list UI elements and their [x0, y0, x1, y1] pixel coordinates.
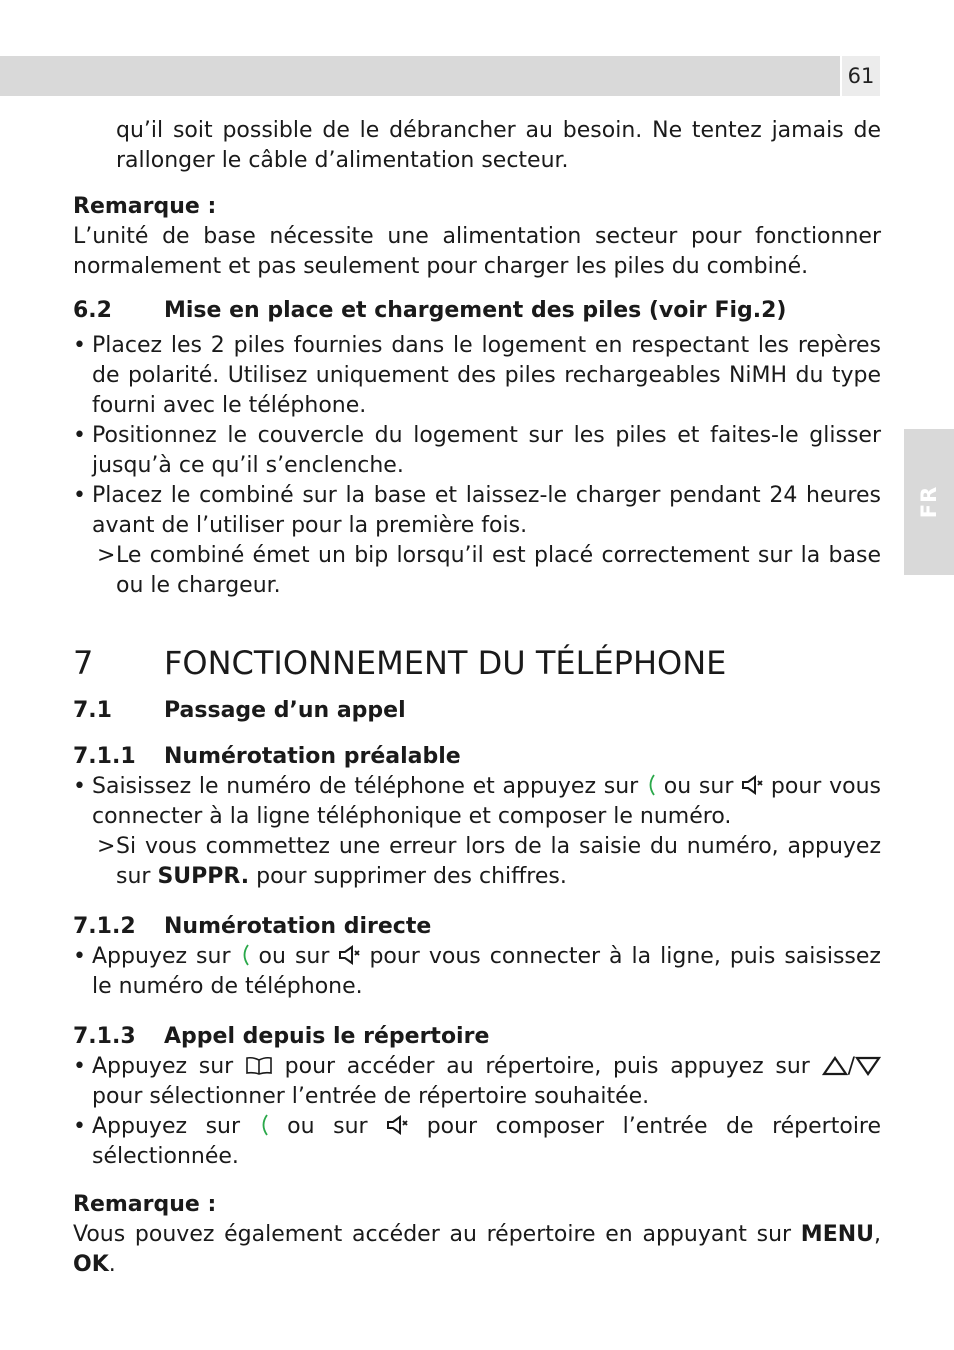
- text-run: ou sur: [258, 944, 330, 969]
- note2-text: [73, 1220, 881, 1280]
- list-item: [73, 1052, 881, 1112]
- bullet-mark: •: [73, 423, 86, 448]
- text-run: pour composer l’entrée de répertoire sélectionnée.: [92, 1114, 882, 1169]
- text-run: pour supprimer des chiffres.: [256, 864, 567, 889]
- list-item-text: Placez les 2 piles fournies dans le logement en respectant les repères de polarité. Utilisez uniquement des piles rechargeables NiMH du type fourni avec le téléphone.: [92, 333, 881, 418]
- sub-item: [73, 832, 881, 892]
- section-title: Numérotation préalable: [164, 744, 461, 769]
- separator: ,: [874, 1222, 881, 1247]
- call-icon: [646, 774, 656, 796]
- note1-label: Remarque :: [73, 194, 217, 219]
- chapter-number: 7: [73, 644, 94, 682]
- section-title: Passage d’un appel: [164, 698, 406, 723]
- arrow-mark: >: [97, 834, 116, 859]
- section-title: Numérotation directe: [164, 914, 432, 939]
- sub-item: [73, 541, 881, 601]
- text-run: Appuyez sur: [92, 1054, 234, 1079]
- intro-continuation: qu’il soit possible de le débrancher au besoin. Ne tentez jamais de rallonger le câble d’alimentation secteur.: [116, 118, 881, 173]
- chapter-title: FONCTIONNEMENT DU TÉLÉPHONE: [164, 644, 727, 682]
- bullet-mark: •: [73, 1054, 86, 1079]
- section-title: Appel depuis le répertoire: [164, 1024, 490, 1049]
- arrow-mark: >: [97, 543, 116, 568]
- list-item: [73, 772, 881, 832]
- list-item: [73, 331, 881, 421]
- list-item-text: Positionnez le couvercle du logement sur les piles et faites-le glisser jusqu’à ce qu’il s’enclenche.: [92, 423, 881, 478]
- bullet-mark: •: [73, 483, 86, 508]
- section-title: Mise en place et chargement des piles (voir Fig.2): [164, 298, 787, 323]
- sub-item-text: Le combiné émet un bip lorsqu’il est placé correctement sur la base ou le chargeur.: [116, 543, 881, 598]
- bullet-mark: •: [73, 944, 86, 969]
- text-run: pour vous connecter à la ligne téléphonique et composer le numéro.: [92, 774, 881, 829]
- list-item: [73, 481, 881, 541]
- key-suppr: SUPPR.: [157, 864, 250, 889]
- text-run: pour sélectionner l’entrée de répertoire souhaitée.: [92, 1084, 650, 1109]
- section-number: 7.1.3: [73, 1024, 136, 1049]
- chapter-7-heading: [73, 643, 881, 683]
- speaker-icon: [386, 1114, 408, 1136]
- text-run: pour vous connecter à la ligne, puis saisissez le numéro de téléphone.: [92, 944, 881, 999]
- header-bar: [0, 56, 840, 96]
- language-tab-label: FR: [917, 485, 941, 519]
- call-icon: [259, 1114, 269, 1136]
- up-arrow-icon: [822, 1056, 848, 1076]
- bullet-mark: •: [73, 1114, 86, 1139]
- bullet-mark: •: [73, 333, 86, 358]
- page-content: [73, 116, 881, 1280]
- slash: /: [847, 1054, 855, 1079]
- text-run: Si vous commettez une erreur lors de la saisie du numéro, appuyez sur: [116, 834, 881, 889]
- note1-text: L’unité de base nécessite une alimentation secteur pour fonctionner normalement et pas seulement pour charger les piles du combiné.: [73, 224, 881, 279]
- language-tab: [904, 429, 954, 575]
- period: .: [108, 1252, 116, 1277]
- speaker-icon: [741, 774, 763, 796]
- text-run: ou sur: [287, 1114, 368, 1139]
- section-7-1-1-heading: [73, 742, 881, 772]
- key-ok: OK: [73, 1252, 109, 1277]
- speaker-icon: [338, 944, 360, 966]
- down-arrow-icon: [855, 1056, 881, 1076]
- text-run: Appuyez sur: [92, 944, 231, 969]
- section-6-2-heading: [73, 296, 881, 326]
- page-number: 61: [842, 56, 880, 96]
- phonebook-icon: [245, 1056, 273, 1076]
- list-item-text: Placez le combiné sur la base et laissez-le charger pendant 24 heures avant de l’utiliser pour la première fois.: [92, 483, 881, 538]
- section-7-1-2-heading: [73, 912, 881, 942]
- key-menu: MENU: [800, 1222, 874, 1247]
- list-item: [73, 421, 881, 481]
- note2-label: Remarque :: [73, 1192, 217, 1217]
- call-icon: [240, 944, 250, 966]
- text-run: Vous pouvez également accéder au répertoire en appuyant sur: [73, 1222, 792, 1247]
- bullet-mark: •: [73, 774, 86, 799]
- text-run: Saisissez le numéro de téléphone et appuyez sur: [92, 774, 639, 799]
- list-item: [73, 942, 881, 1002]
- section-7-1-3-heading: [73, 1022, 881, 1052]
- section-number: 6.2: [73, 298, 112, 323]
- text-run: pour accéder au répertoire, puis appuyez sur: [284, 1054, 810, 1079]
- text-run: ou sur: [663, 774, 734, 799]
- section-number: 7.1.2: [73, 914, 136, 939]
- section-number: 7.1: [73, 698, 112, 723]
- list-item: [73, 1112, 881, 1172]
- text-run: Appuyez sur: [92, 1114, 241, 1139]
- section-number: 7.1.1: [73, 744, 136, 769]
- section-7-1-heading: [73, 696, 881, 726]
